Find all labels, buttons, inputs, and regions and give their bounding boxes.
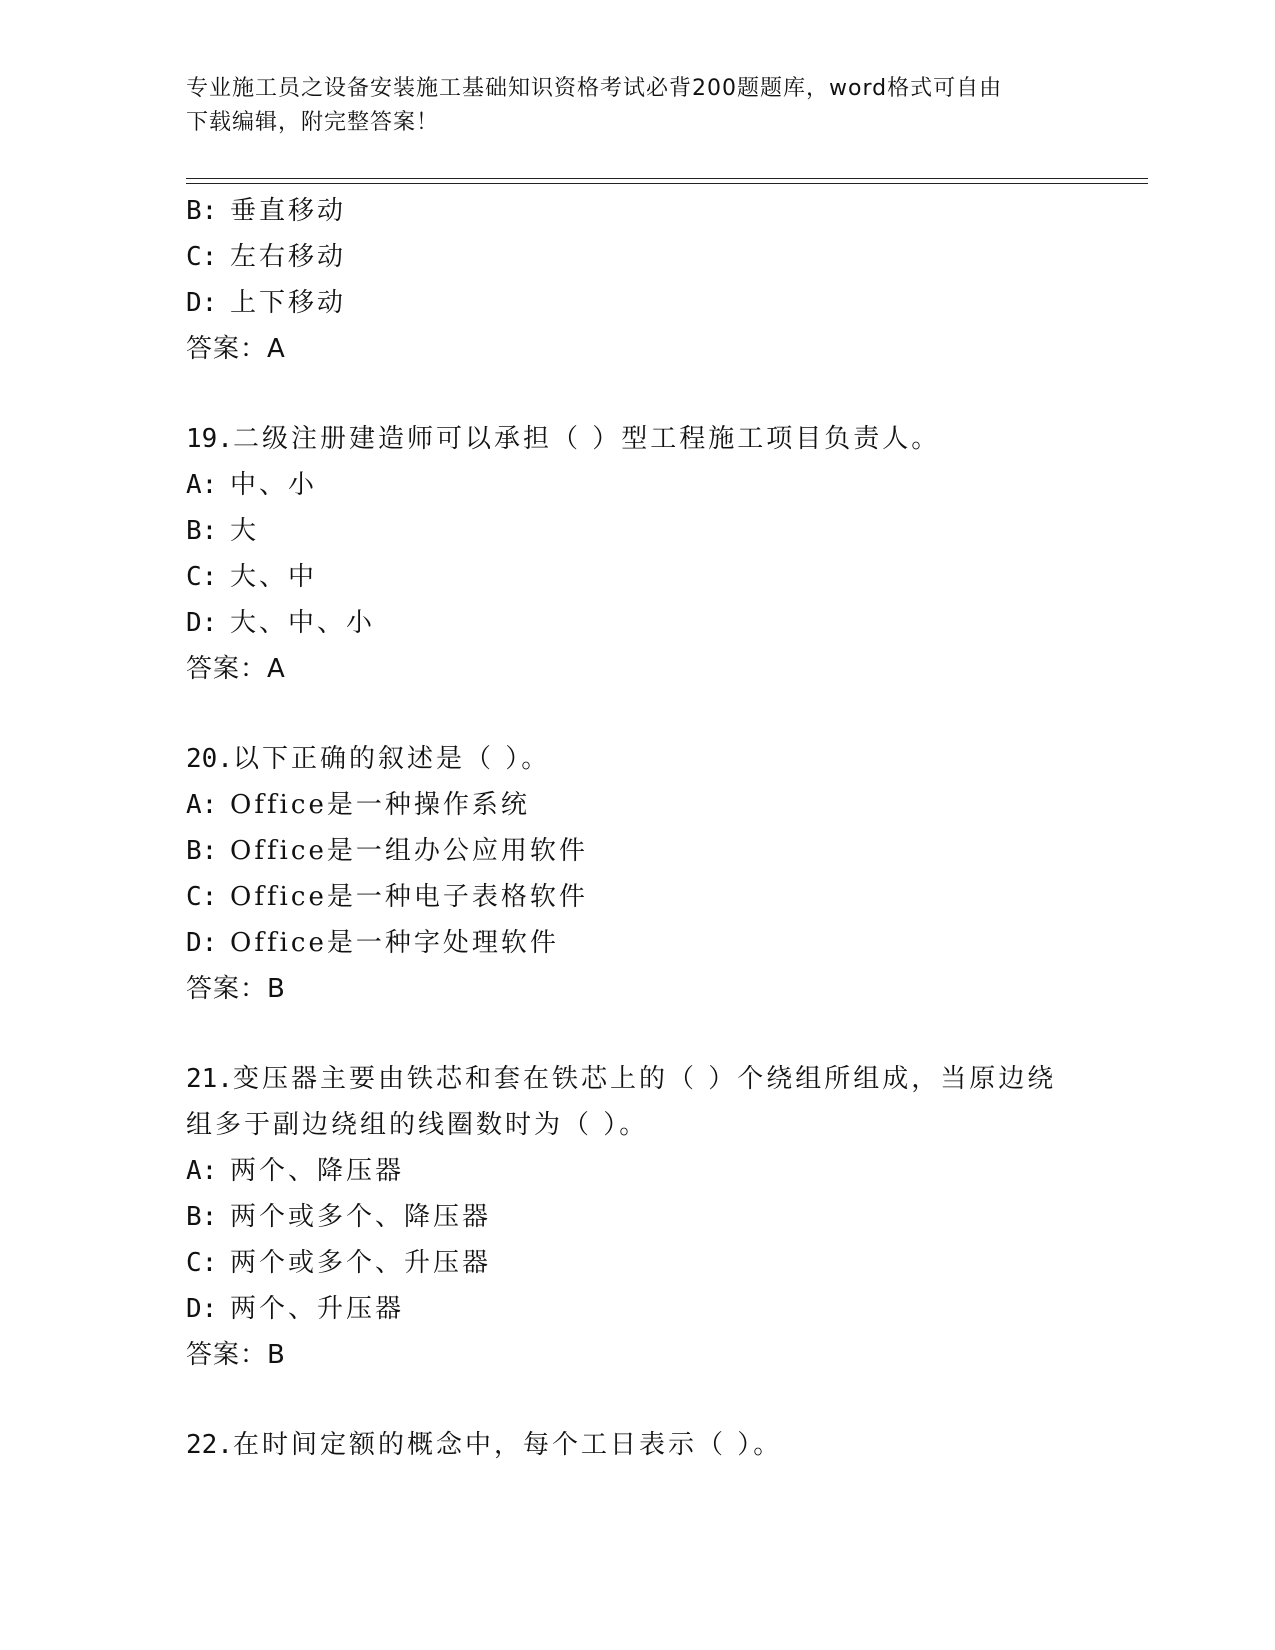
option-text: 两个、升压器 xyxy=(230,1294,405,1324)
option-label: D: xyxy=(186,608,218,638)
option-text: Office是一种电子表格软件 xyxy=(230,882,588,912)
answer: 答案：B xyxy=(186,1340,286,1370)
document-header xyxy=(186,72,1086,140)
question-text: 变压器主要由铁芯和套在铁芯上的（ ）个绕组所组成，当原边绕 xyxy=(232,1064,1057,1094)
header-line-2: 下载编辑，附完整答案！ xyxy=(186,110,440,135)
option-b xyxy=(186,828,1086,874)
option-text: 大 xyxy=(230,516,260,546)
option-text: 垂直移动 xyxy=(230,196,347,226)
question-21 xyxy=(186,1056,1086,1378)
option-text: 两个、降压器 xyxy=(230,1156,405,1186)
option-label: A: xyxy=(186,470,218,500)
option-d xyxy=(186,920,1086,966)
option-label: B: xyxy=(186,1202,218,1232)
question-number: 20. xyxy=(186,744,233,774)
option-d xyxy=(186,1286,1086,1332)
question-stem-line-1 xyxy=(186,1056,1086,1102)
option-label: B: xyxy=(186,836,218,866)
option-text: 左右移动 xyxy=(230,242,347,272)
option-b xyxy=(186,508,1086,554)
question-19 xyxy=(186,416,1086,692)
option-label: B: xyxy=(186,516,218,546)
answer: 答案：A xyxy=(186,654,286,684)
question-20 xyxy=(186,736,1086,1012)
question-number: 22. xyxy=(186,1430,233,1460)
question-22 xyxy=(186,1422,1086,1468)
option-c xyxy=(186,874,1086,920)
option-d xyxy=(186,600,1086,646)
option-text: 大、中、小 xyxy=(230,608,376,638)
option-label: A: xyxy=(186,790,218,820)
option-text: 两个或多个、升压器 xyxy=(230,1248,492,1278)
question-stem-line-2: 组多于副边绕组的线圈数时为（ ）。 xyxy=(186,1110,649,1140)
option-c xyxy=(186,1240,1086,1286)
question-text: 在时间定额的概念中，每个工日表示（ ）。 xyxy=(232,1430,783,1460)
question-text: 以下正确的叙述是（ ）。 xyxy=(232,744,551,774)
question-number: 19. xyxy=(186,424,233,454)
header-line-1: 专业施工员之设备安装施工基础知识资格考试必背200题题库，word格式可自由 xyxy=(186,76,1003,101)
option-text: Office是一种操作系统 xyxy=(230,790,530,820)
question-list xyxy=(186,188,1086,1468)
question-stem xyxy=(186,736,1086,782)
option-b xyxy=(186,1194,1086,1240)
header-rule-bottom xyxy=(186,183,1148,184)
option-label: C: xyxy=(186,1248,218,1278)
answer: 答案：B xyxy=(186,974,286,1004)
option-text: 大、中 xyxy=(230,562,318,592)
answer: 答案：A xyxy=(186,334,286,364)
option-label: D: xyxy=(186,1294,218,1324)
option-label: D: xyxy=(186,928,218,958)
option-label: C: xyxy=(186,242,218,272)
header-rule-top xyxy=(186,178,1148,179)
option-label: A: xyxy=(186,1156,218,1186)
option-a xyxy=(186,462,1086,508)
question-number: 21. xyxy=(186,1064,233,1094)
option-text: 上下移动 xyxy=(230,288,347,318)
question-stem xyxy=(186,416,1086,462)
question-18 xyxy=(186,188,1086,372)
option-text: 中、小 xyxy=(230,470,318,500)
option-text: 两个或多个、降压器 xyxy=(230,1202,492,1232)
option-text: Office是一种字处理软件 xyxy=(230,928,559,958)
option-b xyxy=(186,188,1086,234)
option-label: D: xyxy=(186,288,218,318)
option-c xyxy=(186,554,1086,600)
option-text: Office是一组办公应用软件 xyxy=(230,836,588,866)
option-d xyxy=(186,280,1086,326)
option-a xyxy=(186,782,1086,828)
option-label: C: xyxy=(186,562,218,592)
question-text: 二级注册建造师可以承担（ ）型工程施工项目负责人。 xyxy=(232,424,941,454)
question-stem xyxy=(186,1422,1086,1468)
option-label: C: xyxy=(186,882,218,912)
option-label: B: xyxy=(186,196,218,226)
option-c xyxy=(186,234,1086,280)
option-a xyxy=(186,1148,1086,1194)
